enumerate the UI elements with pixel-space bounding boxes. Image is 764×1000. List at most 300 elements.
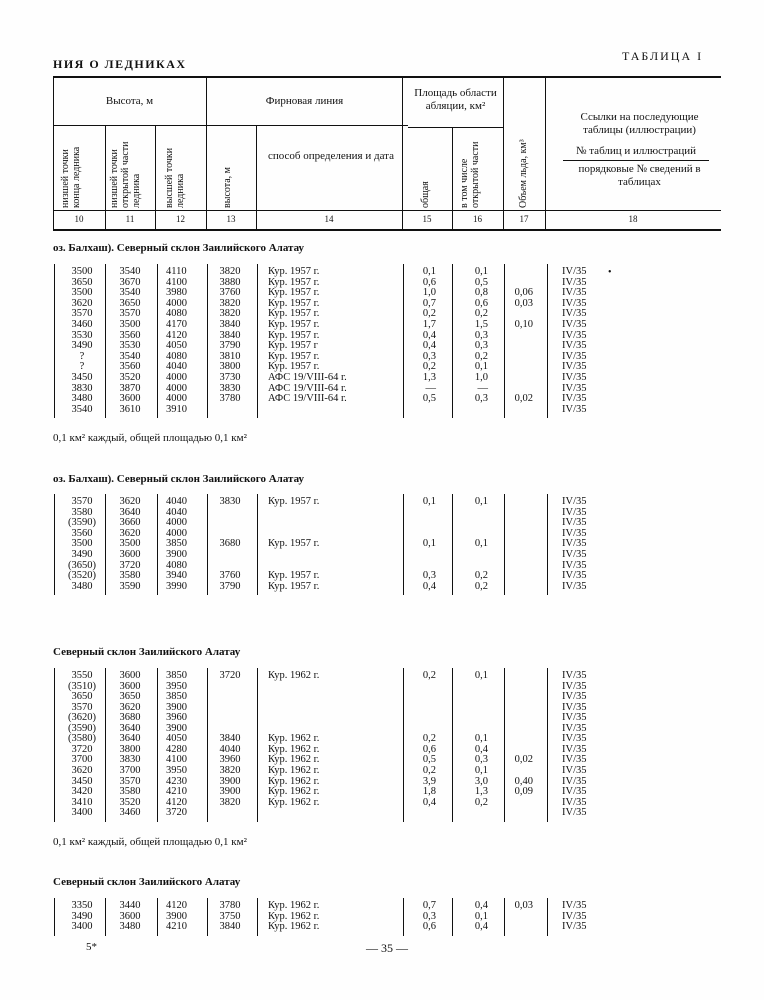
cell-ref: IV/35: [562, 733, 587, 745]
header-col17: Объем льда, км³: [518, 139, 529, 208]
header-refs-title: Ссылки на последующие таблицы (иллюстрации): [580, 111, 699, 136]
cell-area-total: 0,2: [422, 764, 436, 776]
cell-low-end: 3450: [71, 775, 93, 787]
cell-ref: IV/35: [562, 559, 587, 571]
table-row: [0, 776, 764, 787]
cell-low-open: 3460: [119, 807, 141, 819]
cell-high: 4170: [166, 319, 187, 330]
cell-area-total: 0,6: [422, 743, 436, 755]
table-row: [0, 549, 764, 560]
header-firn-group: Фирновая линия: [265, 95, 344, 107]
cell-high: 4110: [166, 266, 187, 277]
cell-high: 4000: [166, 382, 187, 394]
cell-area-total: 0,2: [422, 361, 436, 373]
cell-high: 4050: [166, 340, 187, 352]
cell-firn-method: Кур. 1962 г.: [268, 910, 320, 922]
cell-firn-method: АФС 19/VIII-64 г.: [268, 372, 347, 383]
cell-area-total: 0,7: [422, 297, 436, 309]
cell-area-total: 0,5: [422, 754, 436, 766]
cell-high: 4080: [166, 350, 187, 362]
cell-area-total: 0,2: [422, 733, 436, 745]
table-row: [0, 581, 764, 592]
cell-firn-height: 3840: [219, 921, 241, 932]
cell-area-open: —: [477, 382, 488, 394]
cell-firn-height: 3840: [219, 329, 241, 341]
cell-ref: IV/35: [562, 580, 587, 592]
cell-low-end: 3580: [71, 506, 93, 518]
cell-low-end: 3570: [71, 701, 93, 713]
cell-area-open: 0,3: [474, 340, 488, 352]
table-row: [0, 681, 764, 692]
table-row: [0, 712, 764, 723]
cell-firn-height: 3790: [219, 580, 241, 592]
cell-area-open: 0,1: [474, 733, 488, 745]
cell-low-end: 3350: [71, 900, 93, 911]
cell-area-open: 1,0: [474, 372, 488, 383]
cell-firn-height: 3820: [219, 297, 241, 309]
cell-firn-height: 3720: [219, 670, 241, 681]
cell-low-end: 3400: [71, 921, 93, 932]
cell-low-end: (3590): [68, 722, 96, 734]
cell-area-total: 1,0: [422, 287, 436, 299]
cell-low-open: 3600: [119, 393, 141, 405]
cell-low-open: 3700: [119, 764, 141, 776]
cell-ref: IV/35: [562, 297, 587, 309]
table-row: [0, 911, 764, 922]
cell-low-end: 3500: [71, 538, 93, 550]
table-row: [0, 308, 764, 319]
cell-ref: IV/35: [562, 570, 587, 582]
cell-area-total: 1,3: [422, 372, 436, 383]
cell-high: 3720: [166, 807, 187, 819]
cell-area-open: 1,5: [474, 319, 488, 330]
cell-high: 4120: [166, 900, 187, 911]
cell-firn-height: 3820: [219, 266, 241, 277]
cell-area-open: 0,1: [474, 266, 488, 277]
cell-firn-height: 3760: [219, 570, 241, 582]
cell-low-open: 3600: [119, 670, 141, 681]
cell-area-open: 0,3: [474, 754, 488, 766]
cell-firn-method: Кур. 1962 г.: [268, 764, 320, 776]
col-number: 12: [176, 214, 185, 224]
cell-low-open: 3530: [119, 340, 141, 352]
cell-firn-height: 3680: [219, 538, 241, 550]
cell-low-end: 3530: [71, 329, 93, 341]
cell-high: 4100: [166, 276, 187, 288]
section-note: 0,1 км² каждый, общей площадью 0,1 км²: [53, 836, 247, 848]
cell-low-open: 3580: [119, 570, 141, 582]
table-row: [0, 361, 764, 372]
cell-low-end: 3620: [71, 764, 93, 776]
cell-low-open: 3560: [119, 329, 141, 341]
cell-firn-height: 3780: [219, 900, 241, 911]
table-row: [0, 786, 764, 797]
cell-area-open: 0,6: [474, 297, 488, 309]
cell-low-end: 3490: [71, 340, 93, 352]
cell-area-total: 1,7: [422, 319, 436, 330]
cell-low-end: (3590): [68, 517, 96, 529]
cell-area-total: 0,1: [422, 496, 436, 507]
table-row: [0, 351, 764, 362]
cell-low-open: 3620: [119, 527, 141, 539]
cell-area-total: 3,9: [422, 775, 436, 787]
cell-low-end: ?: [79, 361, 85, 373]
cell-low-end: 3480: [71, 393, 93, 405]
table-label: ТАБЛИЦА I: [622, 49, 704, 63]
cell-high: 4000: [166, 527, 187, 539]
cell-low-open: 3830: [119, 754, 141, 766]
col-number: 11: [125, 214, 135, 224]
cell-high: 4000: [166, 393, 187, 405]
cell-high: 4280: [166, 743, 187, 755]
cell-ref: IV/35: [562, 329, 587, 341]
cell-ref: IV/35: [562, 680, 587, 692]
cell-high: 3850: [166, 670, 187, 681]
cell-firn-method: Кур. 1957 г.: [268, 350, 320, 362]
cell-high: 3960: [166, 712, 187, 724]
cell-area-total: 0,4: [422, 796, 436, 808]
cell-firn-height: 4040: [219, 743, 241, 755]
cell-ref: IV/35: [562, 361, 587, 373]
cell-firn-height: 3790: [219, 340, 241, 352]
cell-high: 3900: [166, 549, 187, 560]
table-row: [0, 496, 764, 507]
cell-firn-method: Кур. 1957 г: [268, 340, 318, 352]
cell-ice-volume: 0,06: [514, 287, 533, 299]
header-height-group: Высота, м: [105, 95, 154, 107]
table-row: [0, 691, 764, 702]
cell-low-open: 3570: [119, 775, 141, 787]
cell-high: 4000: [166, 297, 187, 309]
section-note: 0,1 км² каждый, общей площадью 0,1 км²: [53, 432, 247, 444]
cell-area-total: 0,2: [422, 670, 436, 681]
col-number: 15: [422, 214, 432, 224]
table-row: [0, 277, 764, 288]
cell-low-open: 3600: [119, 910, 141, 922]
cell-firn-height: 3820: [219, 308, 241, 320]
cell-low-open: 3680: [119, 712, 141, 724]
cell-high: 3980: [166, 287, 187, 299]
cell-firn-method: Кур. 1962 г.: [268, 900, 320, 911]
cell-ref: IV/35: [562, 743, 587, 755]
cell-firn-method: Кур. 1957 г.: [268, 361, 320, 373]
table-row: [0, 733, 764, 744]
cell-firn-method: Кур. 1957 г.: [268, 308, 320, 320]
cell-area-total: 0,1: [422, 266, 436, 277]
header-area-group: Площадь области абляции, км²: [414, 87, 497, 112]
cell-low-open: 3600: [119, 549, 141, 560]
cell-ref: IV/35: [562, 403, 587, 415]
col-number: 10: [74, 214, 84, 224]
cell-high: 3950: [166, 764, 187, 776]
cell-high: 4000: [166, 372, 187, 383]
cell-firn-height: 3730: [219, 372, 241, 383]
header-col11: низшей точки открытой части ледника: [109, 141, 142, 208]
section-title: оз. Балхаш). Северный склон Заилийского Алатау: [53, 473, 305, 485]
cell-area-open: 0,3: [474, 329, 488, 341]
cell-high: 4000: [166, 517, 187, 529]
cell-low-end: 3560: [71, 527, 93, 539]
cell-firn-method: Кур. 1962 г.: [268, 796, 320, 808]
header-col16: в том числе открытой части: [459, 141, 481, 208]
cell-low-end: (3650): [68, 559, 96, 571]
col-number: 14: [324, 214, 334, 224]
cell-low-open: 3570: [119, 308, 141, 320]
cell-area-total: 0,2: [422, 308, 436, 320]
cell-ice-volume: 0,02: [514, 393, 533, 405]
table-row: [0, 797, 764, 808]
cell-high: 3990: [166, 580, 187, 592]
cell-area-open: 0,4: [474, 743, 488, 755]
cell-high: 3900: [166, 722, 187, 734]
cell-firn-method: Кур. 1957 г.: [268, 266, 320, 277]
cell-high: 3950: [166, 680, 187, 692]
cell-ref: IV/35: [562, 350, 587, 362]
cell-ice-volume: 0,10: [514, 319, 533, 330]
cell-low-end: (3520): [68, 570, 96, 582]
table-row: [0, 330, 764, 341]
cell-ref: IV/35: [562, 308, 587, 320]
cell-ice-volume: 0,03: [514, 297, 533, 309]
table-row: [0, 298, 764, 309]
cell-high: 4210: [166, 921, 187, 932]
cell-area-open: 0,8: [474, 287, 488, 299]
table-row: [0, 517, 764, 528]
cell-firn-method: Кур. 1957 г.: [268, 329, 320, 341]
cell-area-open: 0,3: [474, 393, 488, 405]
cell-low-open: 3650: [119, 691, 141, 703]
cell-ref: IV/35: [562, 496, 587, 507]
cell-firn-height: 3750: [219, 910, 241, 922]
cell-low-end: (3510): [68, 680, 96, 692]
cell-area-total: 1,8: [422, 786, 436, 798]
cell-area-total: 0,6: [422, 276, 436, 288]
cell-low-end: 3420: [71, 786, 93, 798]
signature-mark: 5*: [86, 941, 97, 953]
page-number: — 35 —: [366, 941, 408, 955]
cell-low-open: 3580: [119, 786, 141, 798]
cell-firn-method: Кур. 1957 г.: [268, 297, 320, 309]
cell-low-end: 3550: [71, 670, 93, 681]
cell-high: 4040: [166, 506, 187, 518]
table-row: [0, 393, 764, 404]
header-col15: общая: [420, 181, 431, 208]
cell-firn-height: 3960: [219, 754, 241, 766]
cell-firn-height: 3840: [219, 319, 241, 330]
cell-ref: IV/35: [562, 764, 587, 776]
cell-ref: IV/35: [562, 701, 587, 713]
cell-area-open: 0,1: [474, 670, 488, 681]
cell-area-total: —: [425, 382, 436, 394]
cell-high: 4210: [166, 786, 187, 798]
cell-ref: IV/35: [562, 372, 587, 383]
cell-low-open: 3520: [119, 796, 141, 808]
table-row: [0, 560, 764, 571]
cell-firn-method: Кур. 1957 г.: [268, 538, 320, 550]
cell-low-open: 3500: [119, 538, 141, 550]
table-row: [0, 754, 764, 765]
cell-firn-method: Кур. 1957 г.: [268, 287, 320, 299]
cell-ref: IV/35: [562, 287, 587, 299]
cell-low-end: 3540: [71, 403, 93, 415]
cell-low-open: 3620: [119, 701, 141, 713]
cell-high: 4040: [166, 496, 187, 507]
cell-low-open: 3560: [119, 361, 141, 373]
cell-firn-height: 3900: [219, 775, 241, 787]
cell-firn-height: 3840: [219, 733, 241, 745]
cell-firn-method: АФС 19/VIII-64 г.: [268, 393, 347, 405]
cell-area-open: 1,3: [474, 786, 488, 798]
header-col10: низшей точки конца ледника: [60, 146, 82, 208]
cell-firn-height: 3830: [219, 496, 241, 507]
cell-high: 3850: [166, 691, 187, 703]
cell-area-total: 0,4: [422, 340, 436, 352]
cell-low-open: 3640: [119, 722, 141, 734]
cell-area-total: 0,3: [422, 570, 436, 582]
cell-low-end: 3570: [71, 496, 93, 507]
cell-firn-method: АФС 19/VIII-64 г.: [268, 382, 347, 394]
section-title: оз. Балхаш). Северный склон Заилийского Алатау: [53, 242, 305, 254]
table-row: [0, 921, 764, 932]
cell-low-end: 3720: [71, 743, 93, 755]
header-refs-sub2: порядковые № сведений в таблицах: [578, 163, 701, 188]
cell-firn-method: Кур. 1957 г.: [268, 319, 320, 330]
cell-ice-volume: 0,09: [514, 786, 533, 798]
stray-mark: •: [608, 267, 612, 278]
cell-low-open: 3620: [119, 496, 141, 507]
cell-area-open: 0,1: [474, 361, 488, 373]
cell-low-open: 3480: [119, 921, 141, 932]
cell-firn-method: Кур. 1962 г.: [268, 775, 320, 787]
cell-firn-height: 3810: [219, 350, 241, 362]
cell-ref: IV/35: [562, 517, 587, 529]
cell-low-end: 3480: [71, 580, 93, 592]
cell-area-total: 0,6: [422, 921, 436, 932]
header-col14: способ определения и дата: [268, 150, 394, 162]
cell-high: 3900: [166, 701, 187, 713]
cell-ref: IV/35: [562, 393, 587, 405]
cell-low-end: 3490: [71, 910, 93, 922]
cell-low-open: 3590: [119, 580, 141, 592]
cell-ref: IV/35: [562, 538, 587, 550]
cell-firn-method: Кур. 1957 г.: [268, 276, 320, 288]
cell-area-total: 0,1: [422, 538, 436, 550]
cell-low-end: (3580): [68, 733, 96, 745]
cell-ref: IV/35: [562, 910, 587, 922]
cell-ref: IV/35: [562, 670, 587, 681]
header-col13: высота, м: [222, 166, 233, 208]
header-col12: высшей точки ледника: [164, 147, 186, 208]
table-row: [0, 570, 764, 581]
cell-high: 4120: [166, 329, 187, 341]
table-row: [0, 670, 764, 681]
cell-ref: IV/35: [562, 722, 587, 734]
cell-ref: IV/35: [562, 775, 587, 787]
cell-ref: IV/35: [562, 266, 587, 277]
cell-low-end: 3830: [71, 382, 93, 394]
cell-low-open: 3720: [119, 559, 141, 571]
cell-area-open: 0,1: [474, 910, 488, 922]
cell-firn-height: 3820: [219, 796, 241, 808]
cell-area-open: 0,2: [474, 796, 488, 808]
cell-low-open: 3870: [119, 382, 141, 394]
cell-low-open: 3540: [119, 287, 141, 299]
cell-low-end: 3650: [71, 691, 93, 703]
cell-high: 3940: [166, 570, 187, 582]
cell-high: 3900: [166, 910, 187, 922]
col-number: 17: [519, 214, 529, 224]
cell-low-end: ?: [79, 350, 85, 362]
cell-firn-height: 3820: [219, 764, 241, 776]
table-row: [0, 538, 764, 549]
cell-firn-method: Кур. 1962 г.: [268, 670, 320, 681]
cell-low-open: 3540: [119, 266, 141, 277]
cell-area-total: 0,7: [422, 900, 436, 911]
cell-low-end: 3410: [71, 796, 93, 808]
cell-firn-height: 3800: [219, 361, 241, 373]
cell-high: 4080: [166, 308, 187, 320]
table-row: [0, 404, 764, 415]
cell-low-open: 3650: [119, 297, 141, 309]
cell-firn-height: 3760: [219, 287, 241, 299]
cell-ref: IV/35: [562, 340, 587, 352]
cell-low-end: 3620: [71, 297, 93, 309]
cell-area-open: 0,4: [474, 921, 488, 932]
cell-ice-volume: 0,03: [514, 900, 533, 911]
cell-area-open: 0,1: [474, 764, 488, 776]
cell-high: 4230: [166, 775, 187, 787]
cell-ref: IV/35: [562, 319, 587, 330]
table-row: [0, 723, 764, 734]
cell-area-open: 0,2: [474, 308, 488, 320]
cell-low-end: 3490: [71, 549, 93, 560]
cell-firn-method: Кур. 1957 г.: [268, 496, 320, 507]
table-row: [0, 372, 764, 383]
cell-area-total: 0,4: [422, 329, 436, 341]
cell-low-open: 3640: [119, 733, 141, 745]
cell-high: 4050: [166, 733, 187, 745]
cell-high: 4120: [166, 796, 187, 808]
cell-low-open: 3640: [119, 506, 141, 518]
cell-high: 4080: [166, 559, 187, 571]
cell-ref: IV/35: [562, 796, 587, 808]
cell-area-open: 0,2: [474, 570, 488, 582]
cell-ref: IV/35: [562, 921, 587, 932]
cell-area-total: 0,3: [422, 910, 436, 922]
cell-area-total: 0,4: [422, 580, 436, 592]
cell-low-end: 3500: [71, 287, 93, 299]
cell-low-open: 3660: [119, 517, 141, 529]
cell-low-end: 3700: [71, 754, 93, 766]
col-number: 13: [226, 214, 236, 224]
cell-low-end: 3500: [71, 266, 93, 277]
cell-high: 3910: [166, 403, 187, 415]
cell-firn-height: 3900: [219, 786, 241, 798]
cell-ref: IV/35: [562, 549, 587, 560]
section-title: Северный склон Заилийского Алатау: [53, 646, 241, 658]
cell-firn-method: Кур. 1957 г.: [268, 570, 320, 582]
cell-low-end: 3400: [71, 807, 93, 819]
cell-firn-method: Кур. 1962 г.: [268, 786, 320, 798]
cell-area-open: 0,1: [474, 496, 488, 507]
cell-area-open: 0,1: [474, 538, 488, 550]
cell-area-open: 0,5: [474, 276, 488, 288]
cell-firn-method: Кур. 1962 г.: [268, 733, 320, 745]
cell-area-open: 0,4: [474, 900, 488, 911]
cell-high: 4100: [166, 754, 187, 766]
cell-low-open: 3540: [119, 350, 141, 362]
table-row: [0, 765, 764, 776]
